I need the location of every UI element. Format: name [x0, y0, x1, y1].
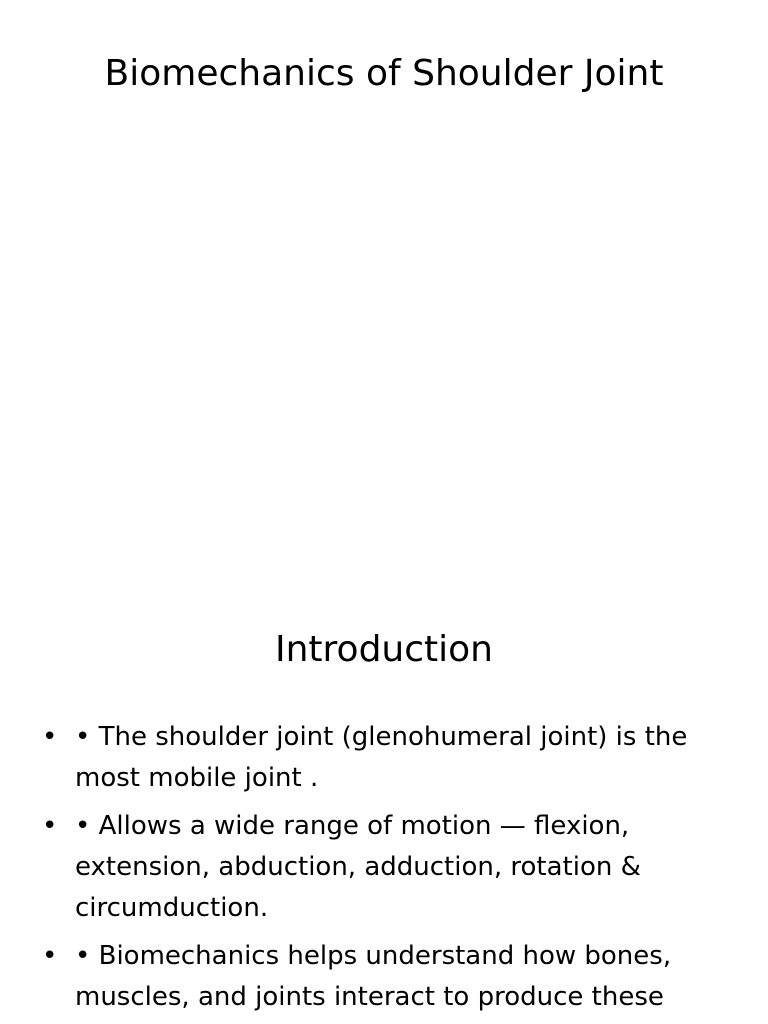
bullet-item	[42, 936, 722, 1018]
slide-title: Introduction	[274, 629, 493, 670]
slide-title: Biomechanics of Shoulder Joint	[104, 53, 664, 94]
bullet-item	[42, 806, 722, 929]
bullet-item	[42, 717, 722, 799]
introduction-slide	[0, 576, 768, 1024]
bullet-text: • Biomechanics helps understand how bones, muscles, and joints interact to produce these	[75, 941, 672, 1012]
bullet-text: • Allows a wide range of motion — flexion, extension, abduction, adduction, rotation & circumduction.	[75, 811, 641, 923]
bullet-marker: •	[42, 811, 58, 841]
bullet-list	[42, 717, 722, 1024]
bullet-text: • The shoulder joint (glenohumeral joint) is the most mobile joint .	[75, 722, 688, 793]
bullet-marker: •	[42, 722, 58, 752]
bullet-marker: •	[42, 941, 58, 971]
